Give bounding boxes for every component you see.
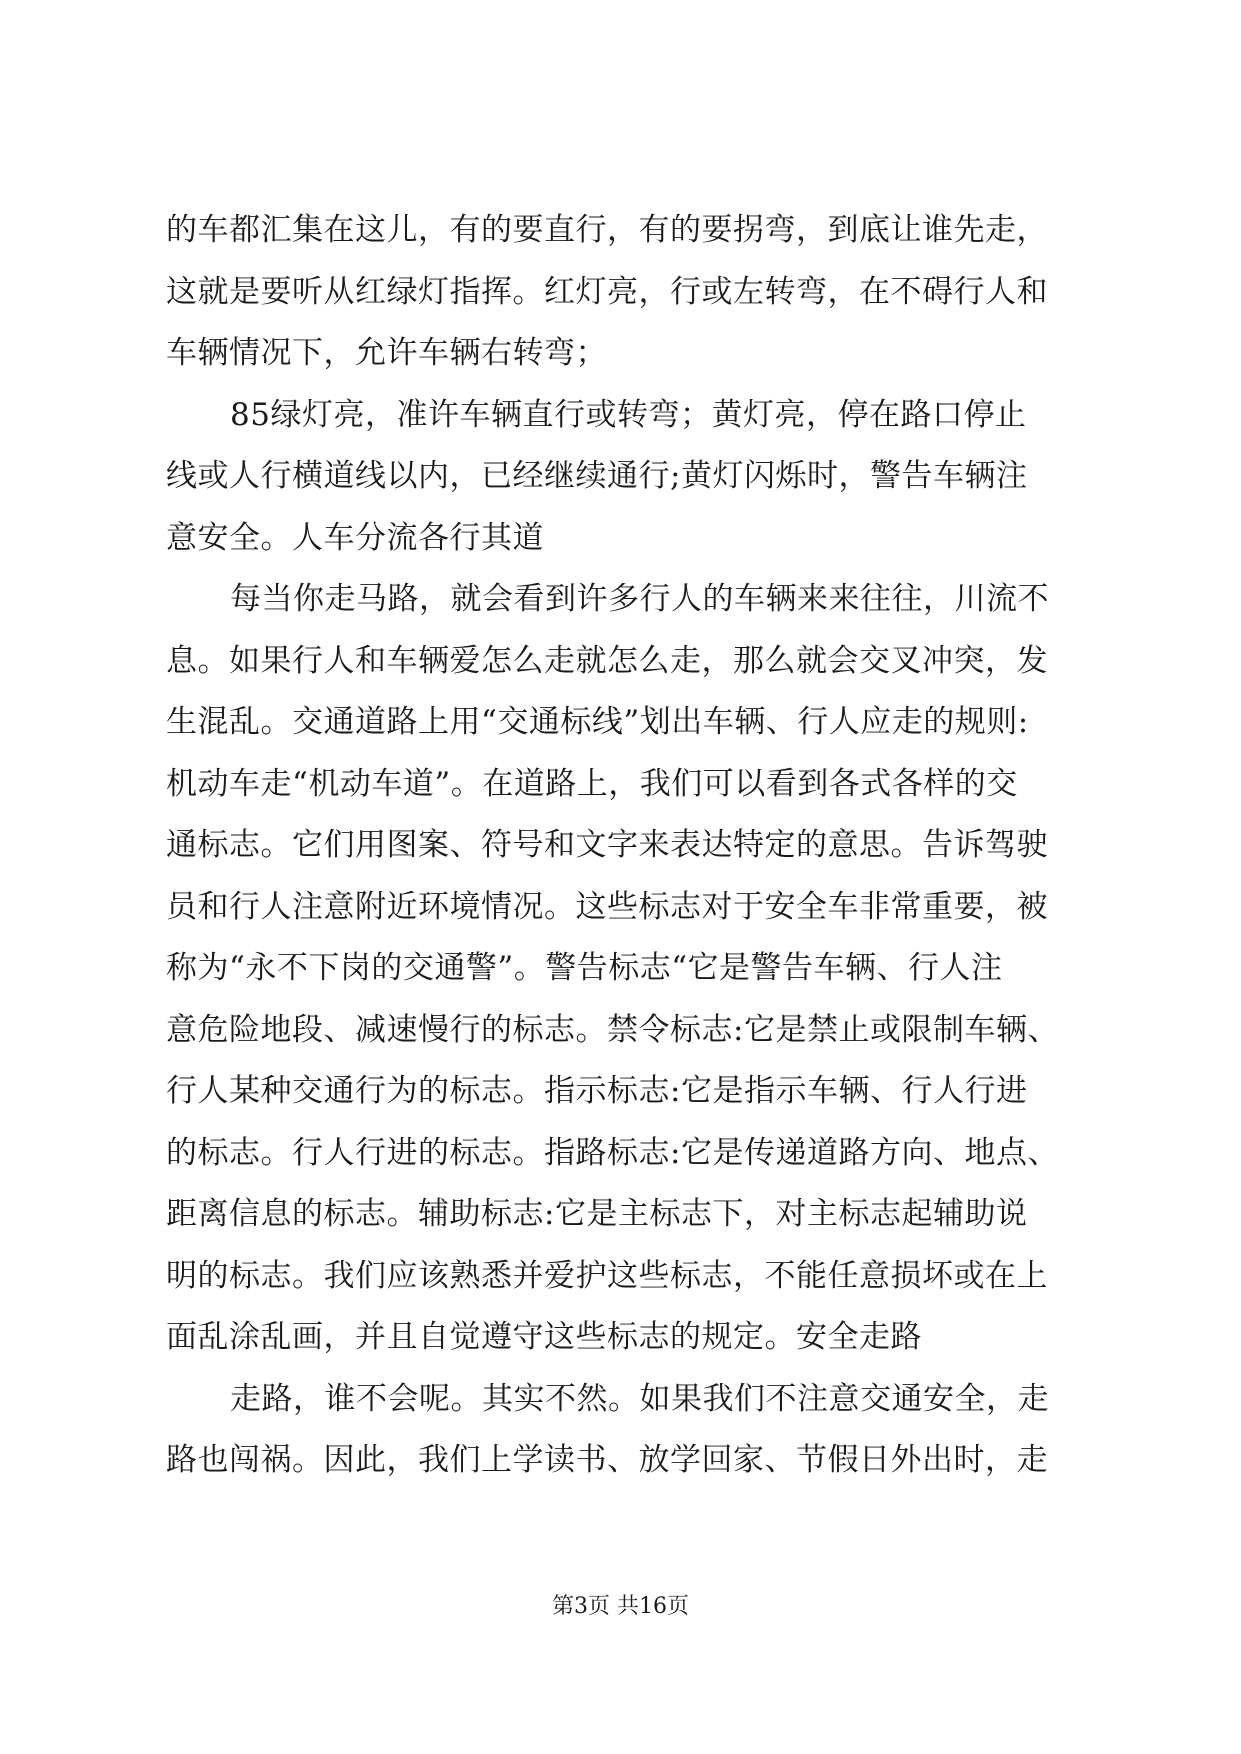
body-text <box>166 200 1086 1492</box>
page-number-footer: 第3页 共16页 <box>552 1594 689 1619</box>
paragraph-start-line: 85绿灯亮，准许车辆直行或转弯；黄灯亮，停在路口停止 <box>230 396 1027 433</box>
paragraph-start-line: 走路，谁不会呢。其实不然。如果我们不注意交通安全，走 <box>230 1380 1049 1417</box>
text-line: 通标志。它们用图案、符号和文字来表达特定的意思。告诉驾驶 <box>166 827 1048 863</box>
text-line: 员和行人注意附近环境情况。这些标志对于安全车非常重要，被 <box>166 888 1048 925</box>
text-line: 距离信息的标志。辅助标志:它是主标志下，对主标志起辅助说 <box>166 1196 1028 1232</box>
text-line: 意安全。人车分流各行其道 <box>166 519 544 556</box>
text-line: 这就是要听从红绿灯指挥。红灯亮，行或左转弯，在不碍行人和 <box>166 273 1048 310</box>
text-line: 面乱涂乱画，并且自觉遵守这些标志的规定。安全走路 <box>166 1319 922 1355</box>
text-line: 机动车走“机动车道”。在道路上，我们可以看到各式各样的交 <box>166 765 1018 802</box>
paragraph-start-line: 每当你走马路，就会看到许多行人的车辆来来往往，川流不 <box>230 581 1049 617</box>
text-line: 称为“永不下岗的交通警”。警告标志“它是警告车辆、行人注 <box>166 950 1003 986</box>
text-line: 线或人行横道线以内，已经继续通行;黄灯闪烁时，警告车辆注 <box>166 458 1028 494</box>
text-line: 息。如果行人和车辆爱怎么走就怎么走，那么就会交叉冲突，发 <box>166 642 1048 679</box>
text-line: 车辆情况下，允许车辆右转弯； <box>166 335 607 371</box>
text-line: 意危险地段、减速慢行的标志。禁令标志:它是禁止或限制车辆、 <box>166 1011 1059 1048</box>
text-line: 明的标志。我们应该熟悉并爱护这些标志，不能任意损坏或在上 <box>166 1257 1048 1294</box>
text-line: 生混乱。交通道路上用“交通标线”划出车辆、行人应走的规则: <box>166 704 1029 740</box>
text-line: 行人某种交通行为的标志。指示标志:它是指示车辆、行人行进 <box>166 1073 1028 1109</box>
text-line: 路也闯祸。因此，我们上学读书、放学回家、节假日外出时，走 <box>166 1442 1048 1478</box>
text-line: 的车都汇集在这儿，有的要直行，有的要拐弯，到底让谁先走， <box>166 212 1048 248</box>
text-line: 的标志。行人行进的标志。指路标志:它是传递道路方向、地点、 <box>166 1134 1059 1171</box>
